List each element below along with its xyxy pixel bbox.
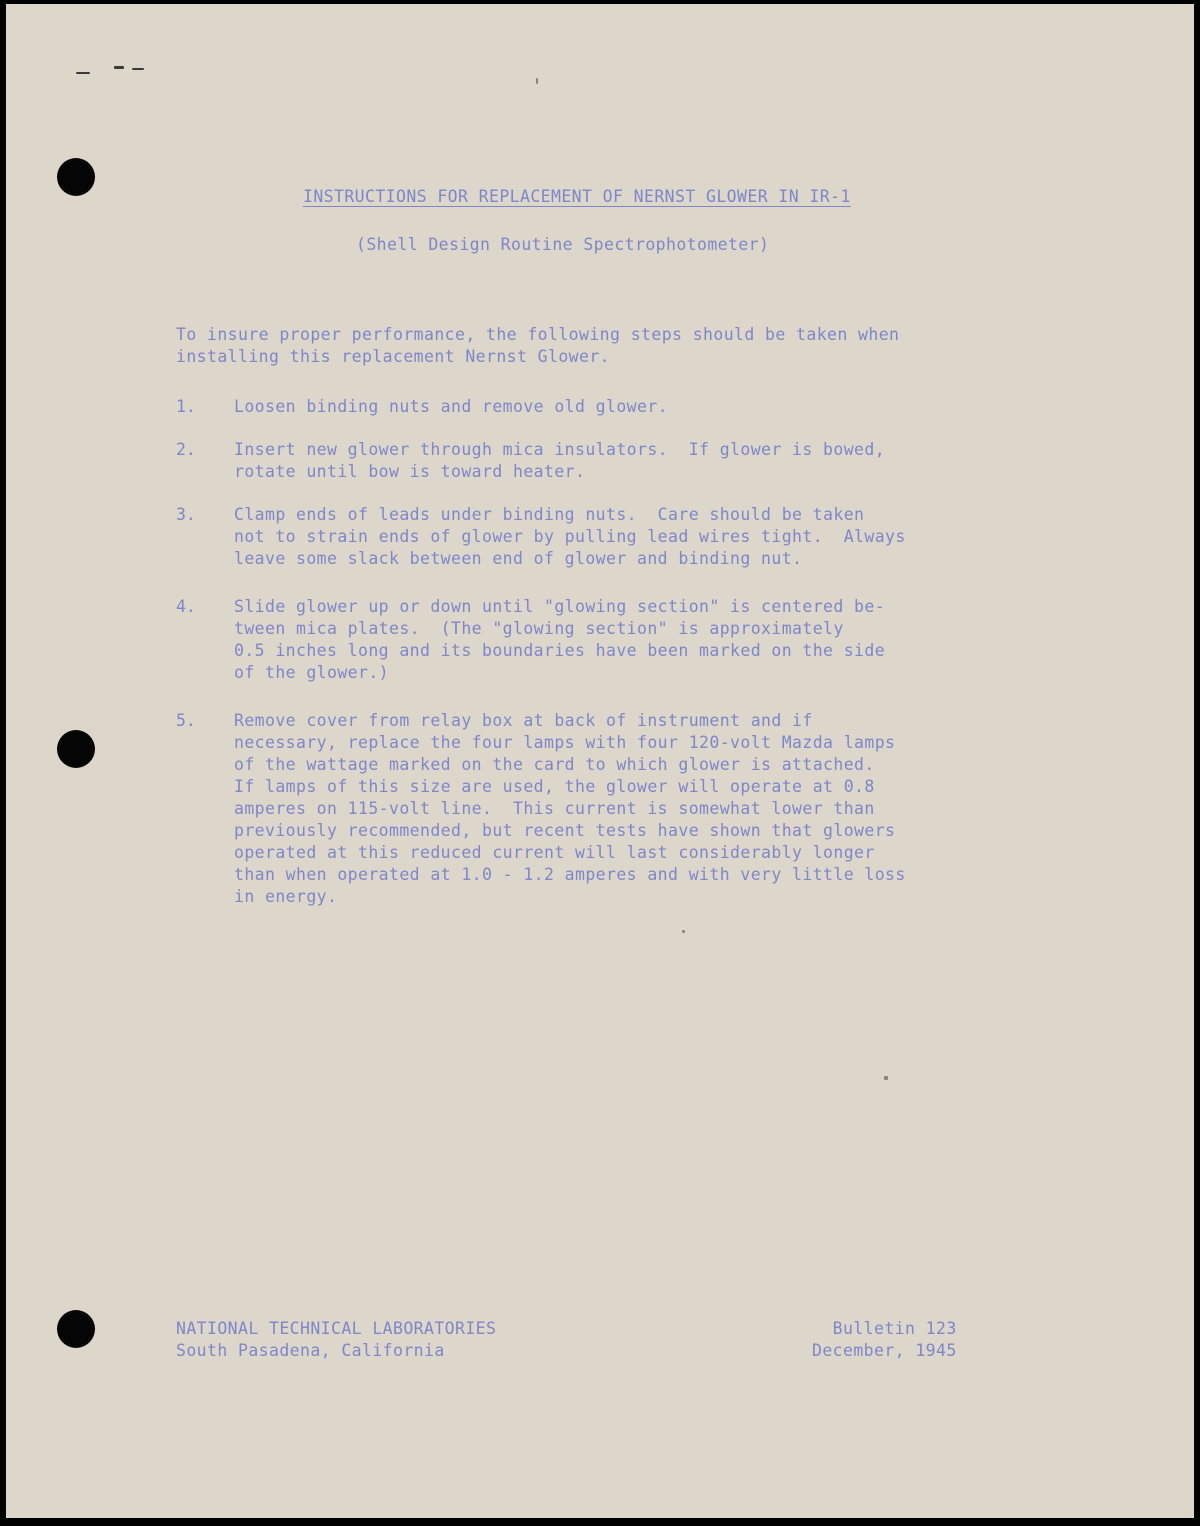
step-number: 1. (176, 397, 196, 416)
footer-organization (176, 1318, 496, 1362)
bulletin-number: Bulletin 123 (832, 1319, 957, 1338)
punch-hole-bottom (57, 1310, 95, 1348)
step-number: 4. (176, 597, 196, 616)
step-number: 3. (176, 505, 196, 524)
step-text: Remove cover from relay box at back of instrument and if necessary, replace the four lamps with four 120-volt Mazda lamps of the wattage marked on the card to which glower is attached. If lamps of this size are used, the glower will operate at 0.8 amperes on 115-volt line. This current is somewhat lower than previously recommended, but recent tests have shown that glowers operated at this reduced current will last considerably longer than when operated at 1.0 - 1.2 amperes and with very little loss in energy. (234, 711, 906, 906)
document-page (6, 4, 1194, 1518)
bulletin-date: December, 1945 (812, 1341, 957, 1360)
paper-mark (682, 930, 685, 933)
step-text: Clamp ends of leads under binding nuts. Care should be taken not to strain ends of glower by pulling lead wires tight. Always leave some slack between end of glower and binding nut. (234, 505, 906, 568)
punch-hole-top (57, 158, 95, 196)
document-title: INSTRUCTIONS FOR REPLACEMENT OF NERNST GLOWER IN IR-1 (303, 187, 851, 206)
paper-mark (132, 68, 144, 70)
step-text: Insert new glower through mica insulators. If glower is bowed, rotate until bow is toward heater. (234, 440, 886, 481)
paper-mark (884, 1076, 888, 1080)
step-text: Slide glower up or down until "glowing section" is centered be- tween mica plates. (The "glowing section" is approximately 0.5 inches long and its boundaries have been marked on the side of the glower.) (234, 597, 886, 682)
punch-hole-middle (57, 730, 95, 768)
step-text: Loosen binding nuts and remove old glower. (234, 397, 669, 416)
document-subtitle: (Shell Design Routine Spectrophotometer) (356, 235, 770, 254)
step-number: 2. (176, 440, 196, 459)
paper-mark (114, 66, 124, 69)
step-number: 5. (176, 711, 196, 730)
org-location: South Pasadena, California (176, 1341, 445, 1360)
paper-mark (536, 78, 538, 84)
footer-bulletin (812, 1318, 957, 1362)
intro-paragraph: To insure proper performance, the following steps should be taken when installing this replacement Nernst Glower. (176, 325, 900, 366)
org-name: NATIONAL TECHNICAL LABORATORIES (176, 1319, 497, 1338)
paper-mark (76, 72, 90, 74)
